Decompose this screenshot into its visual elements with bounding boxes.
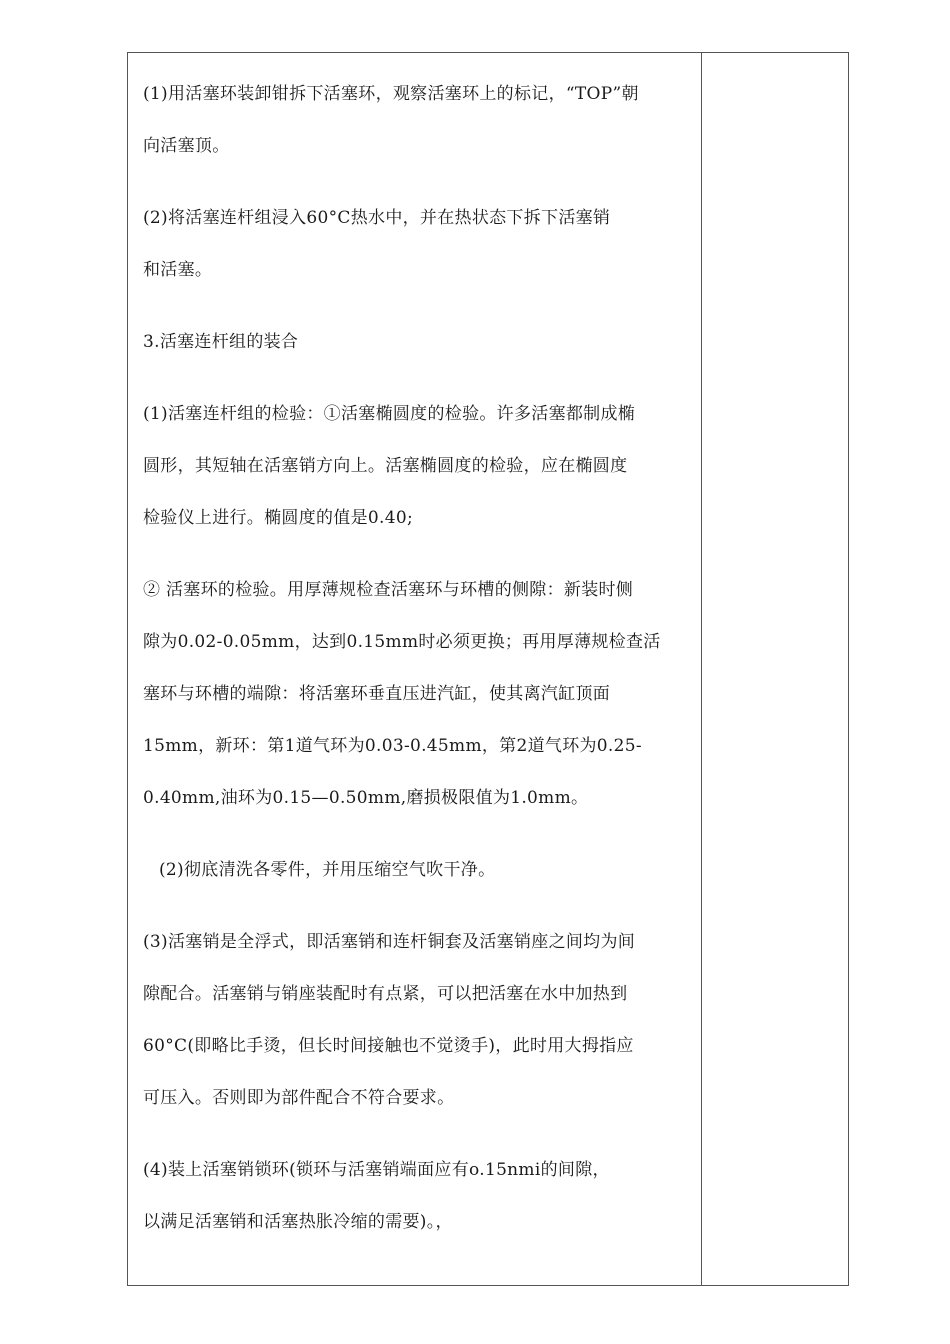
column-divider — [701, 53, 702, 1285]
text-line: 圆形，其短轴在活塞销方向上。活塞椭圆度的检验，应在椭圆度 — [143, 456, 628, 476]
paragraph-cleaning — [143, 844, 695, 896]
paragraph-lock-ring — [143, 1144, 695, 1248]
table-cell-main — [143, 68, 695, 1268]
text-line: 隙为0.02-0.05mm，达到0.15mm时必须更换；再用厚薄规检查活 — [143, 632, 661, 652]
text-line: 隙配合。活塞销与销座装配时有点紧，可以把活塞在水中加热到 — [143, 984, 628, 1004]
text-line: 检验仪上进行。椭圆度的值是0.40; — [143, 508, 413, 528]
text-line: (2)彻底清洗各零件，并用压缩空气吹干净。 — [159, 860, 496, 880]
text-line: (1)活塞连杆组的检验：①活塞椭圆度的检验。许多活塞都制成椭 — [143, 404, 636, 424]
text-line: 15mm，新环：第1道气环为0.03-0.45mm，第2道气环为0.25- — [143, 736, 642, 756]
text-line: (3)活塞销是全浮式，即活塞销和连杆铜套及活塞销座之间均为间 — [143, 932, 636, 952]
paragraph-inspection — [143, 388, 695, 544]
text-line: 向活塞顶。 — [143, 136, 230, 156]
paragraph-remove-pin — [143, 192, 695, 296]
text-line: 60°C(即略比手烫，但长时间接触也不觉烫手)，此时用大拇指应 — [143, 1036, 634, 1056]
text-line: 可压入。否则即为部件配合不符合要求。 — [143, 1088, 455, 1108]
text-line: ② 活塞环的检验。用厚薄规检查活塞环与环槽的侧隙：新装时侧 — [143, 580, 634, 600]
heading-text: 3.活塞连杆组的装合 — [143, 332, 299, 352]
paragraph-pin-fit — [143, 916, 695, 1124]
text-line: (1)用活塞环装卸钳拆下活塞环，观察活塞环上的标记，“TOP”朝 — [143, 84, 639, 104]
content-table — [127, 52, 849, 1286]
text-line: 0.40mm,油环为0.15—0.50mm,磨损极限值为1.0mm。 — [143, 788, 589, 808]
section-heading — [143, 316, 695, 368]
paragraph-remove-rings — [143, 68, 695, 172]
text-line: 和活塞。 — [143, 260, 213, 280]
text-line: (4)装上活塞销锁环(锁环与活塞销端面应有o.15nmi的间隙， — [143, 1160, 610, 1180]
text-line: 塞环与环槽的端隙：将活塞环垂直压进汽缸，使其离汽缸顶面 — [143, 684, 611, 704]
text-line: (2)将活塞连杆组浸入60°C热水中，并在热状态下拆下活塞销 — [143, 208, 611, 228]
text-line: 以满足活塞销和活塞热胀冷缩的需要)。， — [143, 1212, 453, 1232]
paragraph-ring-inspection — [143, 564, 695, 824]
